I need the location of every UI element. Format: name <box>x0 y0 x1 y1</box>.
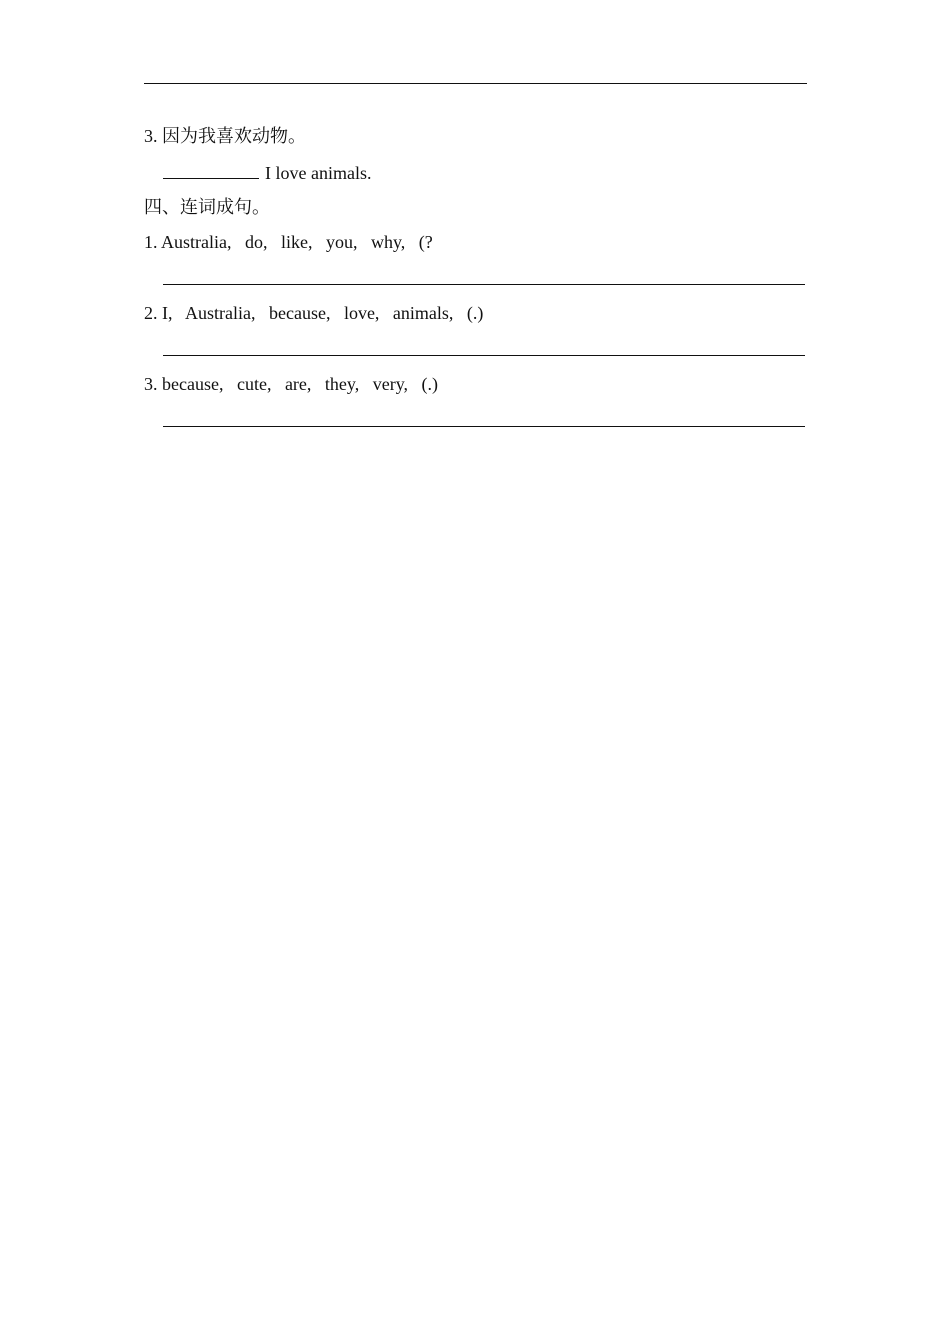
answer-line-1[interactable] <box>163 284 805 285</box>
word-order-item-1: 1. Australia, do, like, you, why, (? <box>144 232 433 252</box>
section-4-title: 四、连词成句。 <box>144 197 270 217</box>
translation-item-3-answer-line <box>163 160 371 185</box>
header-rule <box>144 83 807 84</box>
answer-blank[interactable] <box>163 160 259 179</box>
word-order-item-2: 2. I, Australia, because, love, animals, (.) <box>144 303 484 323</box>
answer-line-3[interactable] <box>163 426 805 427</box>
word-order-item-3: 3. because, cute, are, they, very, (.) <box>144 374 439 394</box>
translation-item-3-prompt: 3. 因为我喜欢动物。 <box>144 126 306 146</box>
answer-line-2[interactable] <box>163 355 805 356</box>
translation-item-3-answer-text: I love animals. <box>265 163 372 183</box>
